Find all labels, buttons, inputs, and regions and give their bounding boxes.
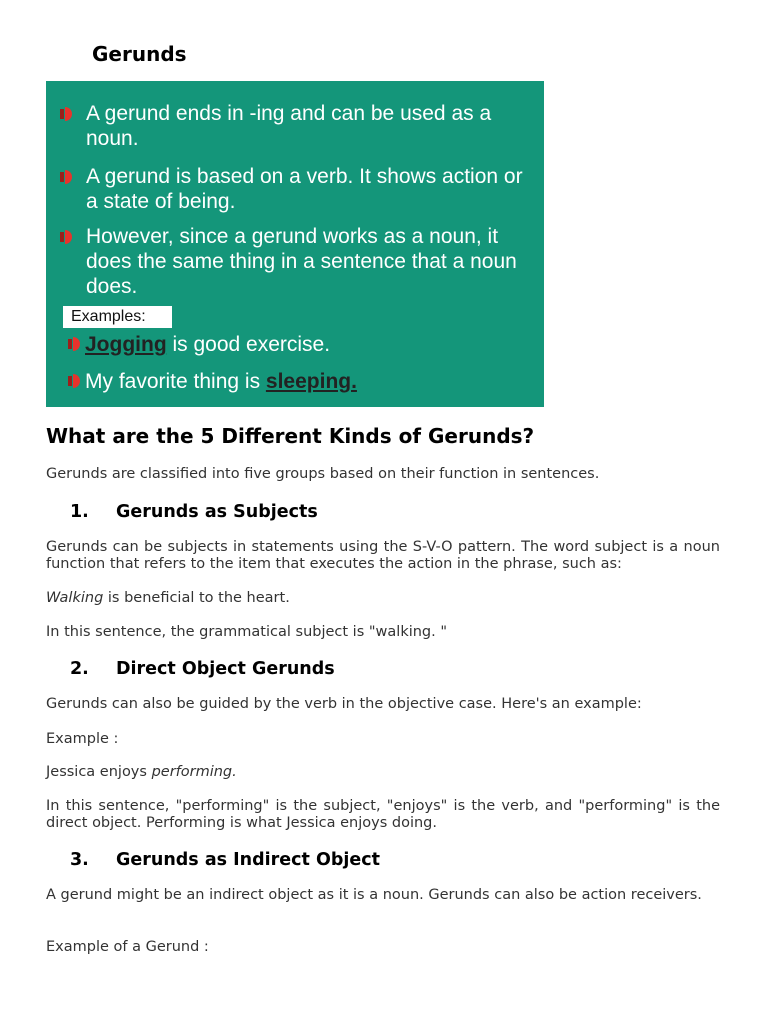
bullet-marker-icon	[68, 337, 82, 351]
subsection-heading	[70, 502, 318, 522]
slide-bullet-text: However, since a gerund works as a noun, it does the same thing in a sentence that a noun does.	[86, 225, 517, 298]
subsection-heading	[70, 850, 380, 870]
bullet-marker-icon	[68, 374, 82, 388]
subsection-number: 2.	[70, 659, 89, 679]
page-title: Gerunds	[92, 42, 187, 66]
gerund-slide-image	[46, 81, 544, 407]
paragraph: Gerunds can also be guided by the verb in the objective case. Here's an example:	[46, 696, 642, 712]
example-keyword: sleeping.	[265, 370, 357, 393]
subsection-title: Gerunds as Indirect Object	[116, 850, 380, 870]
example-label: Example :	[46, 731, 119, 747]
paragraph: In this sentence, the grammatical subject is "walking. "	[46, 624, 448, 640]
slide-bullet-text: A gerund is based on a verb. It shows action or a state of being.	[86, 165, 523, 213]
subsection-number: 3.	[70, 850, 89, 870]
slide-bullet	[60, 101, 540, 151]
slide-bullet-text: A gerund ends in -ing and can be used as a noun.	[86, 102, 492, 150]
example-lead: Jessica enjoys	[46, 764, 152, 780]
example-text: is good exercise.	[166, 333, 331, 356]
example-keyword: Jogging	[85, 333, 167, 356]
example-italic: Walking	[46, 590, 104, 606]
paragraph: In this sentence, "performing" is the subject, "enjoys" is the verb, and "performing" is the direct object. Performing is what Jessica enjoys doing.	[46, 798, 720, 831]
example-label: Example of a Gerund :	[46, 939, 209, 955]
slide-bullet	[60, 224, 540, 299]
subsection-title: Gerunds as Subjects	[116, 502, 318, 522]
slide-example	[68, 332, 330, 357]
paragraph: Gerunds can be subjects in statements using the S-V-O pattern. The word subject is a noun function that refers to the item that executes the action in the phrase, such as:	[46, 539, 720, 572]
bullet-marker-icon	[60, 230, 74, 244]
examples-label: Examples:	[63, 306, 172, 328]
example-sentence	[46, 590, 720, 607]
example-rest: is beneficial to the heart.	[103, 590, 290, 606]
slide-example	[68, 369, 357, 394]
subsection-heading	[70, 659, 335, 679]
example-text: My favorite thing is	[85, 370, 266, 393]
bullet-marker-icon	[60, 107, 74, 121]
subsection-title: Direct Object Gerunds	[116, 659, 335, 679]
subsection-number: 1.	[70, 502, 89, 522]
section-heading: What are the 5 Different Kinds of Gerunds?	[46, 424, 535, 448]
bullet-marker-icon	[60, 170, 74, 184]
example-sentence	[46, 764, 720, 781]
slide-bullet	[60, 164, 540, 214]
paragraph: A gerund might be an indirect object as it is a noun. Gerunds can also be action receivers.	[46, 887, 702, 903]
example-italic: performing.	[151, 764, 237, 780]
intro-paragraph: Gerunds are classified into five groups based on their function in sentences.	[46, 466, 600, 482]
